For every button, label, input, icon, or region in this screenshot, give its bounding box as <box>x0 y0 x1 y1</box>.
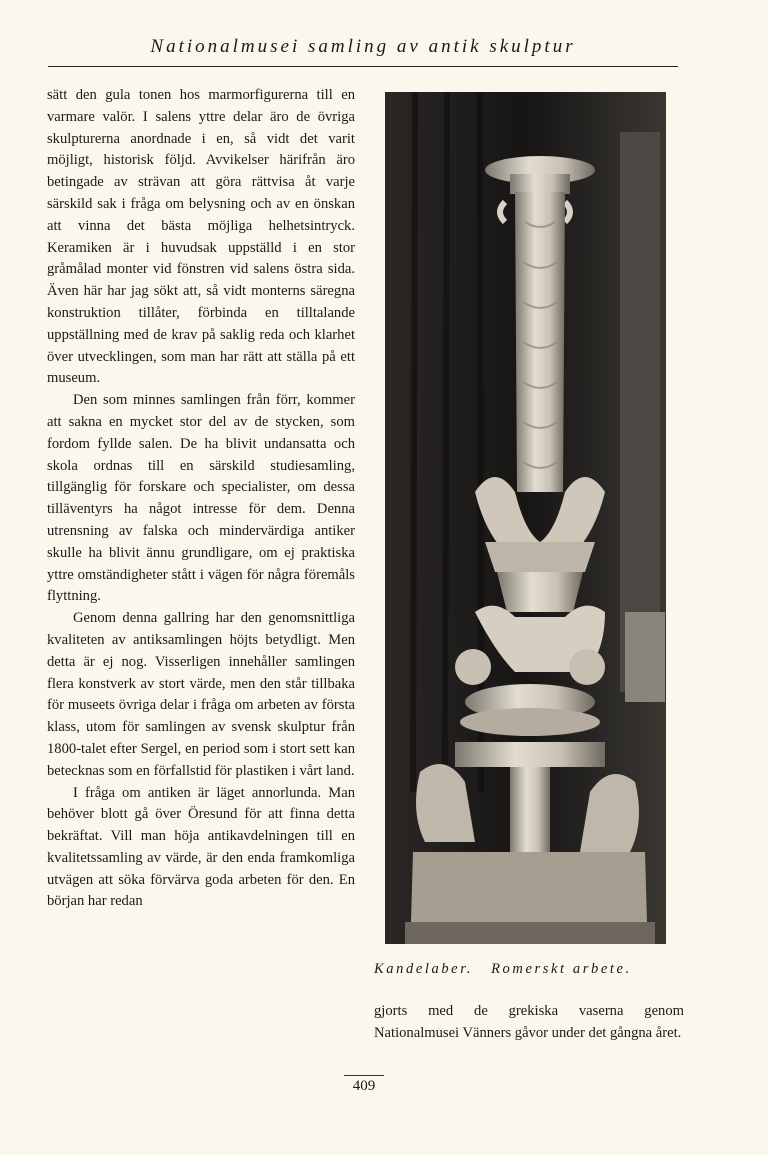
continuation-paragraph: gjorts med de grekiska vaserna genom Nationalmusei Vänners gåvor under det gångna året. <box>374 1003 684 1041</box>
left-text-column <box>47 85 355 913</box>
paragraph-3: Genom denna gallring har den genomsnittliga kvaliteten av antiksamlingen höjts betydligt. Men detta är ej nog. Visserligen innehåller samlingen flera konstverk av stort värde, men den står tillbaka för museets övriga delar i fråga om arbeten av första klass, utom för samlingen av svensk skulptur från 1800-talet efter Sergel, en period som i stort sett kan betecknas som en förfallstid för plastiken i vårt land. <box>47 610 355 779</box>
paragraph-4: I fråga om antiken är läget annorlunda. Man behöver blott gå över Öresund för att finna detta bekräftat. Vill man höja antikavdelningen till en kvalitetssamling av värde, är den enda framkomliga utvägen att söka förvärva goda arbeten för den. En början har redan <box>47 784 355 910</box>
caption-title: Kandelaber. <box>374 961 474 977</box>
paragraph-1: sätt den gula tonen hos marmorfigurerna till en varmare valör. I salens yttre delar äro de övriga skulpturerna anordnade i en, så vidt det varit möjligt, historisk följd. Avvikelser härifrån äro betingade av strävan att göra rättvisa åt varje särskild sak i fråga om belysning och av en önskan att vinna det bästa möjliga helhetsintryck. Keramiken är i huvudsak uppställd i en stor gråmålad monter vid fönstren vid salens östra sida. Även här har jag sökt att, så vidt monterns säregna konstruktion tillåter, förbinda en tilltalande uppställning med de krav på saklig reda och klarhet över utvecklingen, som man har rätt att ställa på ett museum. <box>47 87 355 387</box>
running-title: Nationalmusei samling av antik skulptur <box>150 36 576 57</box>
caption-description: Romerskt arbete. <box>491 961 632 977</box>
candelabrum-photo <box>385 92 666 944</box>
page-number-rule <box>344 1075 384 1076</box>
figure-caption <box>374 961 694 978</box>
candelabrum-illustration <box>385 92 666 944</box>
page-number: 409 <box>352 1078 376 1094</box>
header-rule <box>48 66 678 67</box>
paragraph-2: Den som minnes samlingen från förr, kommer att sakna en mycket stor del av de stycken, som fordom fyllde salen. De ha blivit undansatta och skola ordnas till en särskild studiesamling, tillgänglig för forskare och specialister, om dessa tilläventyrs ha något intresse för dem. Denna utrensning av falska och mindervärdiga antiker skulle ha blivit ännu grundligare, om ej praktiska yttre omständigheter stått i vägen för några föremåls flyttning. <box>47 392 355 605</box>
right-text-column <box>374 1001 684 1045</box>
